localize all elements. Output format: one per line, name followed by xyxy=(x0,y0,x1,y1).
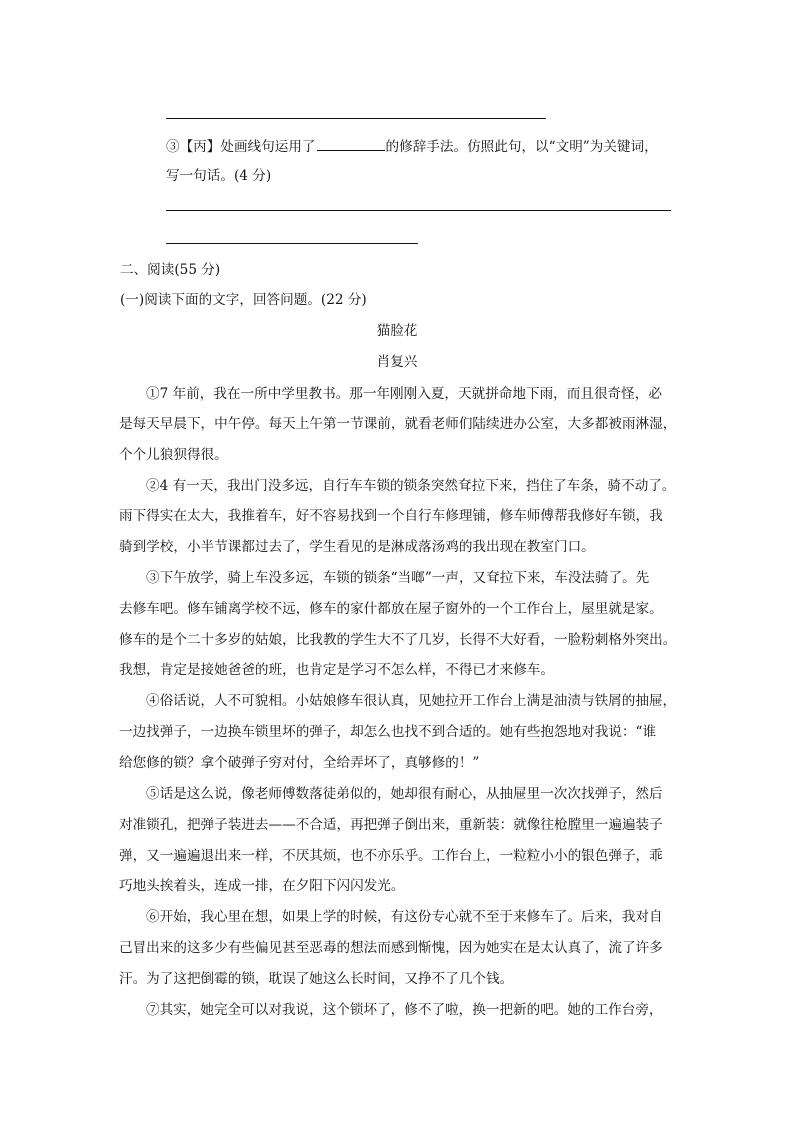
body-line: 给您修的锁？拿个破弹子穷对付，全给弄坏了，真够修的！” xyxy=(119,755,480,771)
section-subtitle: (一)阅读下面的文字，回答问题。(22 分) xyxy=(120,292,367,308)
body-line: 骑到学校，小半节课都过去了，学生看见的是淋成落汤鸡的我出现在教室门口。 xyxy=(119,539,595,555)
body-line: ①7 年前，我在一所中学里教书。那一年刚刚入夏，天就拼命地下雨，而且很奇怪，必 xyxy=(146,386,662,402)
question-3-suffix: 的修辞手法。仿照此句，以“文明”为关键词， xyxy=(385,139,658,155)
question-3-line-2: 写一句话。(4 分) xyxy=(166,168,272,184)
article-author: 肖复兴 xyxy=(376,354,418,370)
body-line: 巧地头挨着头，连成一排，在夕阳下闪闪发光。 xyxy=(119,878,405,894)
article-title: 猫脸花 xyxy=(376,323,418,339)
body-line: 是每天早晨下，中午停。每天上午第一节课前，就看老师们陆续进办公室，大多都被雨淋湿， xyxy=(119,416,677,432)
fill-in-blank xyxy=(317,136,385,151)
answer-line-top xyxy=(166,118,546,119)
answer-line-1 xyxy=(166,210,671,211)
body-line: 修车的是个二十多岁的姑娘，比我教的学生大不了几岁，长得不大好看，一脸粉刺格外突出。 xyxy=(119,632,677,648)
question-3-line-1 xyxy=(166,136,658,157)
body-line: ②4 有一天，我出门没多远，自行车车锁的锁条突然耷拉下来，挡住了车条，骑不动了。 xyxy=(146,478,676,494)
body-line: 己冒出来的这多少有些偏见甚至恶毒的想法而感到惭愧，因为她实在是太认真了，流了许多 xyxy=(119,940,663,956)
section-title: 二、阅读(55 分) xyxy=(120,262,221,278)
body-line: 对准锁孔，把弹子装进去——不合适，再把弹子倒出来，重新装：就像往枪膛里一遍遍装子 xyxy=(119,817,663,833)
body-line: 去修车吧。修车铺离学校不远，修车的家什都放在屋子窗外的一个工作台上，屋里就是家。 xyxy=(119,601,663,617)
body-line: ④俗话说，人不可貌相。小姑娘修车很认真，见她拉开工作台上满是油渍与铁屑的抽屉， xyxy=(146,693,677,709)
body-line: 个个儿狼狈得很。 xyxy=(119,447,228,463)
body-line: ⑥开始，我心里在想，如果上学的时候，有这份专心就不至于来修车了。后来，我对自 xyxy=(146,909,663,925)
answer-line-2 xyxy=(166,243,418,244)
body-line: 一边找弹子，一边换车锁里坏的弹子，却怎么也找不到合适的。她有些抱怨地对我说：“谁 xyxy=(119,724,657,740)
body-line: 雨下得实在太大，我推着车，好不容易找到一个自行车修理铺，修车师傅帮我修好车锁，我 xyxy=(119,508,663,524)
body-line: 我想，肯定是接她爸爸的班，也肯定是学习不怎么样，不得已才来修车。 xyxy=(119,662,554,678)
question-3-prefix: ③【丙】处画线句运用了 xyxy=(166,139,316,155)
body-line: 汗。为了这把倒霉的锁，耽误了她这么长时间，又挣不了几个钱。 xyxy=(119,971,514,987)
body-line: ⑤话是这么说，像老师傅数落徒弟似的，她却很有耐心，从抽屉里一次次找弹子，然后 xyxy=(146,786,663,802)
body-line: ③下午放学，骑上车没多远，车锁的锁条“当啷”一声，又耷拉下来，车没法骑了。先 xyxy=(146,570,650,586)
body-line: ⑦其实，她完全可以对我说，这个锁坏了，修不了啦，换一把新的吧。她的工作台旁， xyxy=(146,1002,663,1018)
body-line: 弹，又一遍遍退出来一样，不厌其烦，也不亦乐乎。工作台上，一粒粒小小的银色弹子，乖 xyxy=(119,848,663,864)
